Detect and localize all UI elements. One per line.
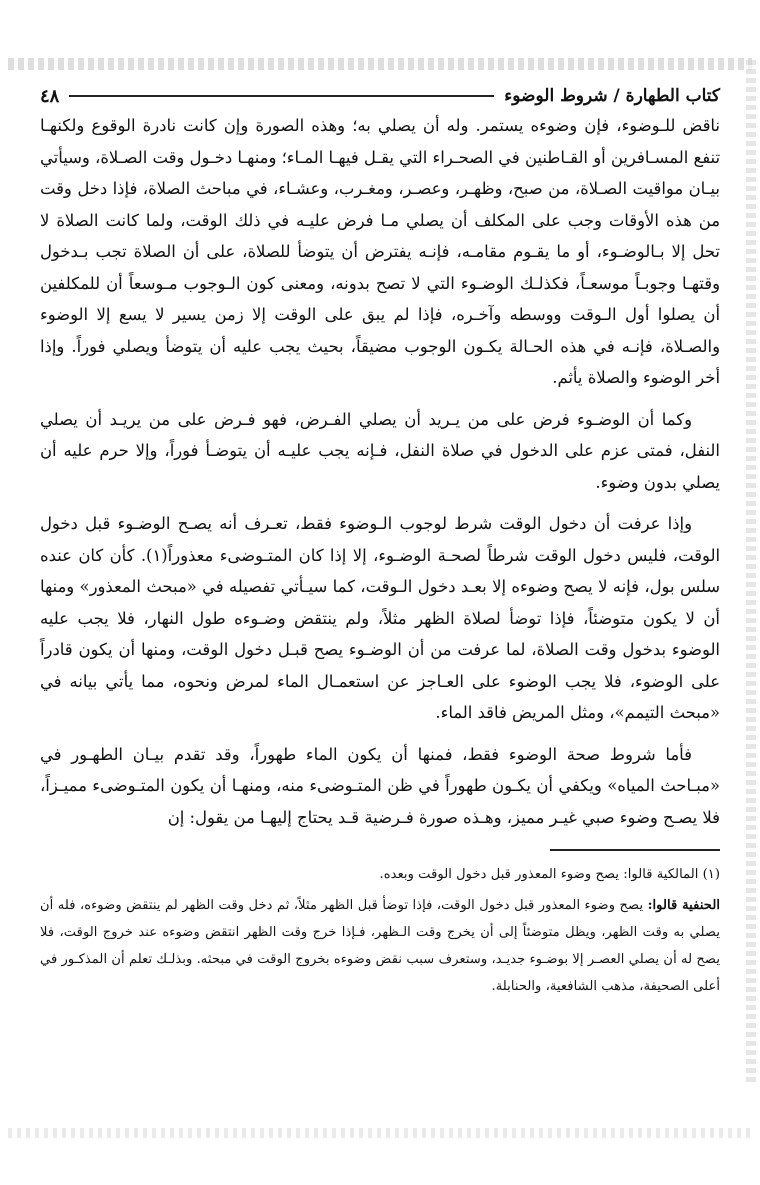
header-rule xyxy=(69,95,494,97)
chapter-title: كتاب الطهارة / شروط الوضوء xyxy=(504,86,720,106)
footnote-hanafi-lead: الحنفية قالوا: xyxy=(647,897,720,913)
paragraph-1: ناقض للـوضوء، فإن وضوءه يستمر. وله أن يصلي به؛ وهذه الصورة وإن كانت نادرة الوقوع ولكنهـا تنفع المسـافرين أو القـاطنين في الصحـراء التي يقـل فيهـا المـاء؛ ومنهـا دخـول وقت الصـلاة، وسيأتي بيـان مواقيت الصـلاة، من صبح، وظهـر، وعصـر، ومغـرب، وعشـاء، في مباحث الصلاة، فإذا دخل وقت من هذه الأوقات وجب على المكلف أن يصلي مـا فرض عليـه في ذلك الوقت، ولما كانت الصلاة لا تحل إلا بـالوضـوء، أو ما يقـوم مقامـه، فإنـه يفترض أن يتوضأ للصلاة، على أن الصلاة تجب بـدخول وقتهـا وجوبـاً موسعـاً، فكذلـك الوضـوء التي لا تصح بدونه، ومعنى كون الـوجوب مـوسعاً أن للمكلفين أن يصلوا أول الـوقت ووسطه وآخـره، فإذا لم يبق على الوقت إلا زمن يسير لا يسع إلا الوضوء والصـلاة، فإنـه في هذه الحـالة يكـون الوجوب مضيقاً، بحيث يجب عليه أن يتوضأ ويصلي فوراً. وإذا أخر الوضوء والصلاة يأثم. xyxy=(40,116,720,387)
right-ornament-border xyxy=(746,60,756,1085)
top-ornament-border xyxy=(8,58,752,70)
paragraph-2: وكما أن الوضـوء فرض على من يـريد أن يصلي الفـرض، فهو فـرض على من يريـد أن يصلي النفل، فمتى عزم على الدخول في صلاة النفل، فـإنه يجب عليـه أن يتوضـأ فوراً، وإلا حرم عليه أن يصلي بدون وضوء. xyxy=(40,409,720,492)
running-header xyxy=(40,82,720,110)
footnote-separator xyxy=(550,849,720,851)
paragraph-4: فأما شروط صحة الوضوء فقط، فمنها أن يكون الماء طهوراً، وقد تقدم بيـان الطهـور في «مبـاحث المياه» ويكفي أن يكـون طهوراً في ظن المتـوضىء منه، ومنهـا أن يكون المتـوضىء مميـزاً، فلا يصـح وضوء صبي غيـر مميز، وهـذه صورة فـرضية قـد يحتاج إليهـا من يقول: إن xyxy=(40,744,720,827)
bottom-ornament-border xyxy=(8,1128,752,1138)
paragraph-3: وإذا عرفت أن دخول الوقت شرط لوجوب الـوضوء فقط، تعـرف أنه يصـح الوضـوء قبل دخول الوقت، فليس دخول الوقت شرطاً لصحـة الوضـوء، إلا إذا كان المتـوضىء معذوراً(١). كأن كان عنده سلس بول، فإنه لا يصح وضوءه إلا بعـد دخول الـوقت، كما سيـأتي تفصيله في «مبحث المعذور» ومنها أن لا يكون متوضئاً، فإذا توضأ لصلاة الظهر مثلاً، ولم ينتقض وضـوءه طول النهار، فلا يجب عليه الوضوء بدخول وقت الصلاة، لما عرفت من أن الوضـوء يصح قبـل دخول الوقت، ومنها أن يكون قادراً على الوضوء، فلا يجب الوضوء على العـاجز عن استعمـال الماء لمرض ونحوه، مما يأتي بيانه في «مبحث التيمم»، ومثل المريض فاقد الماء. xyxy=(40,514,720,722)
page-number: ٤٨ xyxy=(40,85,60,107)
book-page xyxy=(40,82,720,1004)
footnotes xyxy=(40,861,720,1000)
footnote-hanafi xyxy=(40,892,720,1000)
footnote-hanafi-text: يصح وضوء المعذور قبل دخول الوقت، فإذا توضأ قبل الظهر مثلاً، ثم دخل وقت الظهر لم ينتقض وضوءه، فله أن يصلي به وقت الظهر، ويظل متوضئاً إلى أن يخرج وقت الـظهر، فـإذا خرج وقت الظهر انتقض وضوءه عند خروج الوقت، فلا يصح له أن يصلي العصـر إلا بوضـوء جديـد، وستعرف سبب نقض وضوءه بخروج الوقت في مبحثه. وبذلـك تعلم أن المذكـور في أعلى الصحيفة، مذهب الشافعية، والحنابلة. xyxy=(40,897,720,994)
main-text xyxy=(40,110,720,833)
footnote-1: (١) المالكية قالوا: يصح وضوء المعذور قبل دخول الوقت وبعده. xyxy=(379,866,720,882)
